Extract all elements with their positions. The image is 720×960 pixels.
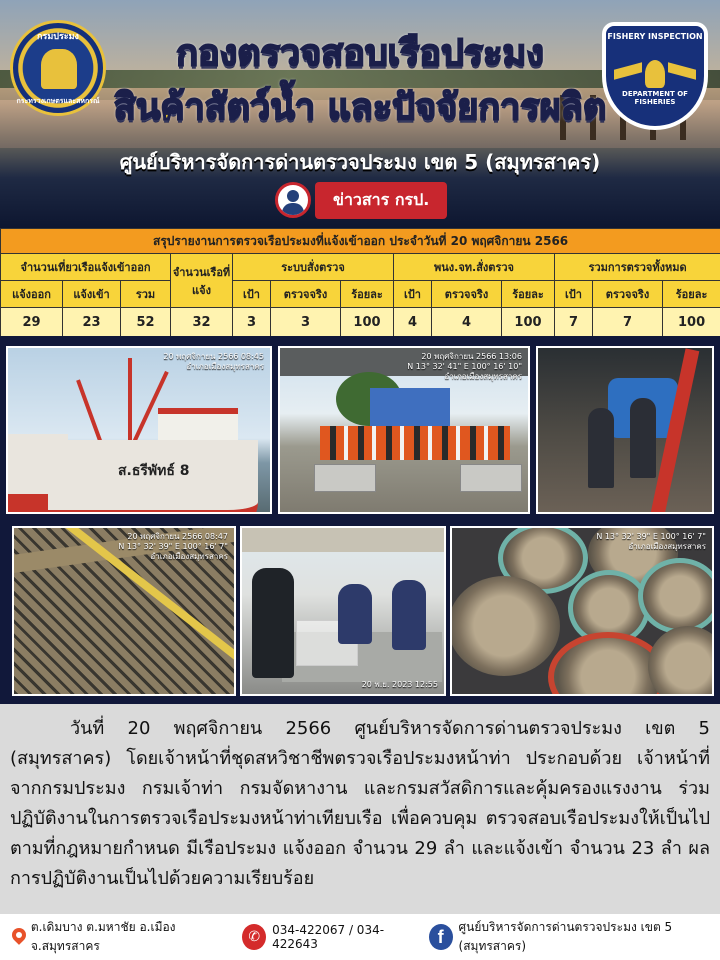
col-target: เป้า [394,281,432,308]
header-banner [0,0,720,228]
shield-text-top: FISHERY INSPECTION [607,32,703,41]
header-total-inspection: รวมการตรวจทั้งหมด [555,254,720,281]
col-sum: รวม [121,281,171,308]
footer-address [12,918,230,956]
value-off-percent: 100 [502,308,555,337]
building [370,388,450,428]
photo-timestamp: 20 พฤศจิกายน 2566 08:45 อำเภอเมืองสมุทรสาคร [163,352,264,371]
facebook-page-text[interactable]: ศูนย์บริหารจัดการด่านตรวจประมง เขต 5 (สมุทรสาคร) [458,920,673,953]
inspector-figure [338,584,372,644]
footer-phone[interactable] [242,923,416,951]
col-target: เป้า [555,281,593,308]
value-tot-target: 7 [555,308,593,337]
canopy [242,528,444,552]
photo-timestamp: N 13° 32' 39" E 100° 16' 7" อำเภอเมืองสมุทรสาคร [596,532,706,551]
photo-catch-baskets[interactable] [450,526,714,696]
col-actual: ตรวจจริง [432,281,502,308]
location-pin-icon [12,928,25,946]
value-boats: 32 [171,308,233,337]
header-officer-inspection: พนง.จท.สั่งตรวจ [394,254,555,281]
value-tot-percent: 100 [663,308,720,337]
summary-table [0,228,720,337]
col-percent: ร้อยละ [663,281,720,308]
facebook-icon: f [429,924,453,950]
value-sys-target: 3 [233,308,271,337]
header-trips: จำนวนเที่ยวเรือแจ้งเข้าออก [1,254,171,281]
inspector-figure [392,580,426,650]
mast-icon [76,379,104,446]
address-text: ต.เดิมบาง ต.มหาชัย อ.เมือง จ.สมุทรสาคร [30,920,176,953]
inspector-figure [630,398,656,478]
photo-fishing-boats[interactable] [6,346,272,514]
inspector-figure [588,408,614,488]
phone-icon: ✆ [242,924,266,950]
news-label: ข่าวสาร กรป. [315,182,447,219]
news-badge [275,182,447,218]
inspection-table [460,464,522,492]
value-off-target: 4 [394,308,432,337]
photo-timestamp: 20 พฤศจิกายน 2566 08:47 N 13° 32' 39" E 100° 16' 7" อำเภอเมืองสมุทรสาคร [118,532,228,561]
col-in: แจ้งเข้า [63,281,121,308]
photo-inspection-team[interactable] [278,346,530,514]
photo-net-measurement[interactable] [12,526,236,696]
header-system-inspection: ระบบสั่งตรวจ [233,254,394,281]
page-title-line1: กองตรวจสอบเรือประมง [176,33,544,74]
officer-avatar-icon [275,182,311,218]
value-off-actual: 4 [432,308,502,337]
value-in: 23 [63,308,121,337]
col-out: แจ้งออก [1,281,63,308]
photo-gallery [0,336,720,704]
value-tot-actual: 7 [593,308,663,337]
value-sum: 52 [121,308,171,337]
phone-text[interactable]: 034-422067 / 034-422643 [272,923,385,951]
mast-icon [128,358,132,448]
shield-text-bottom: DEPARTMENT OF FISHERIES [622,90,688,106]
logo-ring-text-top: กรมประมง [37,32,79,42]
inspector-figure [252,568,294,678]
photo-document-check[interactable] [240,526,446,696]
photo-timestamp: 20 พฤศจิกายน 2566 13:06 N 13° 32' 41" E 100° 16' 10" อำเภอเมืองสมุทรสาคร [407,352,522,381]
fish-basket [638,558,714,634]
fish-basket [450,576,560,676]
page-subtitle: ศูนย์บริหารจัดการด่านตรวจประมง เขต 5 (สมุทรสาคร) [119,150,601,174]
inspection-team-group [320,426,510,460]
col-target: เป้า [233,281,271,308]
boat-name: ส.ธรีพัทธ์ 8 [118,463,190,479]
photo-deck-inspection[interactable] [536,346,714,514]
report-paragraph-box [0,704,720,914]
header-boats: จำนวนเรือที่แจ้ง [171,254,233,308]
photo-timestamp: 20 พ.ย. 2023 12:55 [361,680,438,689]
summary-title: สรุปรายงานการตรวจเรือประมงที่แจ้งเข้าออก ประจำวันที่ 20 พฤศจิกายน 2566 [1,229,720,254]
footer-contact-bar [0,914,720,960]
report-paragraph: วันที่ 20 พฤศจิกายน 2566 ศูนย์บริหารจัดการด่านตรวจประมง เขต 5 (สมุทรสาคร) โดยเจ้าหน้าที่ชุดสหวิชาชีพตรวจเรือประมงหน้าท่า ประกอบด้วย เจ้าหน้าที่จากกรมประมง กรมเจ้าท่า กรมจัดหางาน และกรมสวัสดิการและคุ้มครองแรงงาน ร่วมปฏิบัติงานในการตรวจเรือประมงหน้าท่าเทียบเรือ เพื่อควบคุม ตรวจสอบเรือประมงให้เป็นไปตามที่กฎหมายกำหนด มีเรือประมง แจ้งออก จำนวน 29 ลำ และแจ้งเข้า จำนวน 23 ลำ ผลการปฏิบัติงานเป็นไปด้วยความเรียบร้อย [10,718,710,889]
fish-basket [648,626,714,696]
footer-facebook[interactable] [429,918,720,956]
value-sys-actual: 3 [271,308,341,337]
col-actual: ตรวจจริง [593,281,663,308]
value-out: 29 [1,308,63,337]
table-row [1,308,720,337]
col-actual: ตรวจจริง [271,281,341,308]
col-percent: ร้อยละ [502,281,555,308]
page-title-line2: สินค้าสัตว์น้ำ และปัจจัยการผลิต [113,87,607,128]
value-sys-percent: 100 [341,308,394,337]
logo-ring-text-bottom: กระทรวงเกษตรและสหกรณ์ [16,97,100,105]
inspection-table [314,464,376,492]
col-percent: ร้อยละ [341,281,394,308]
